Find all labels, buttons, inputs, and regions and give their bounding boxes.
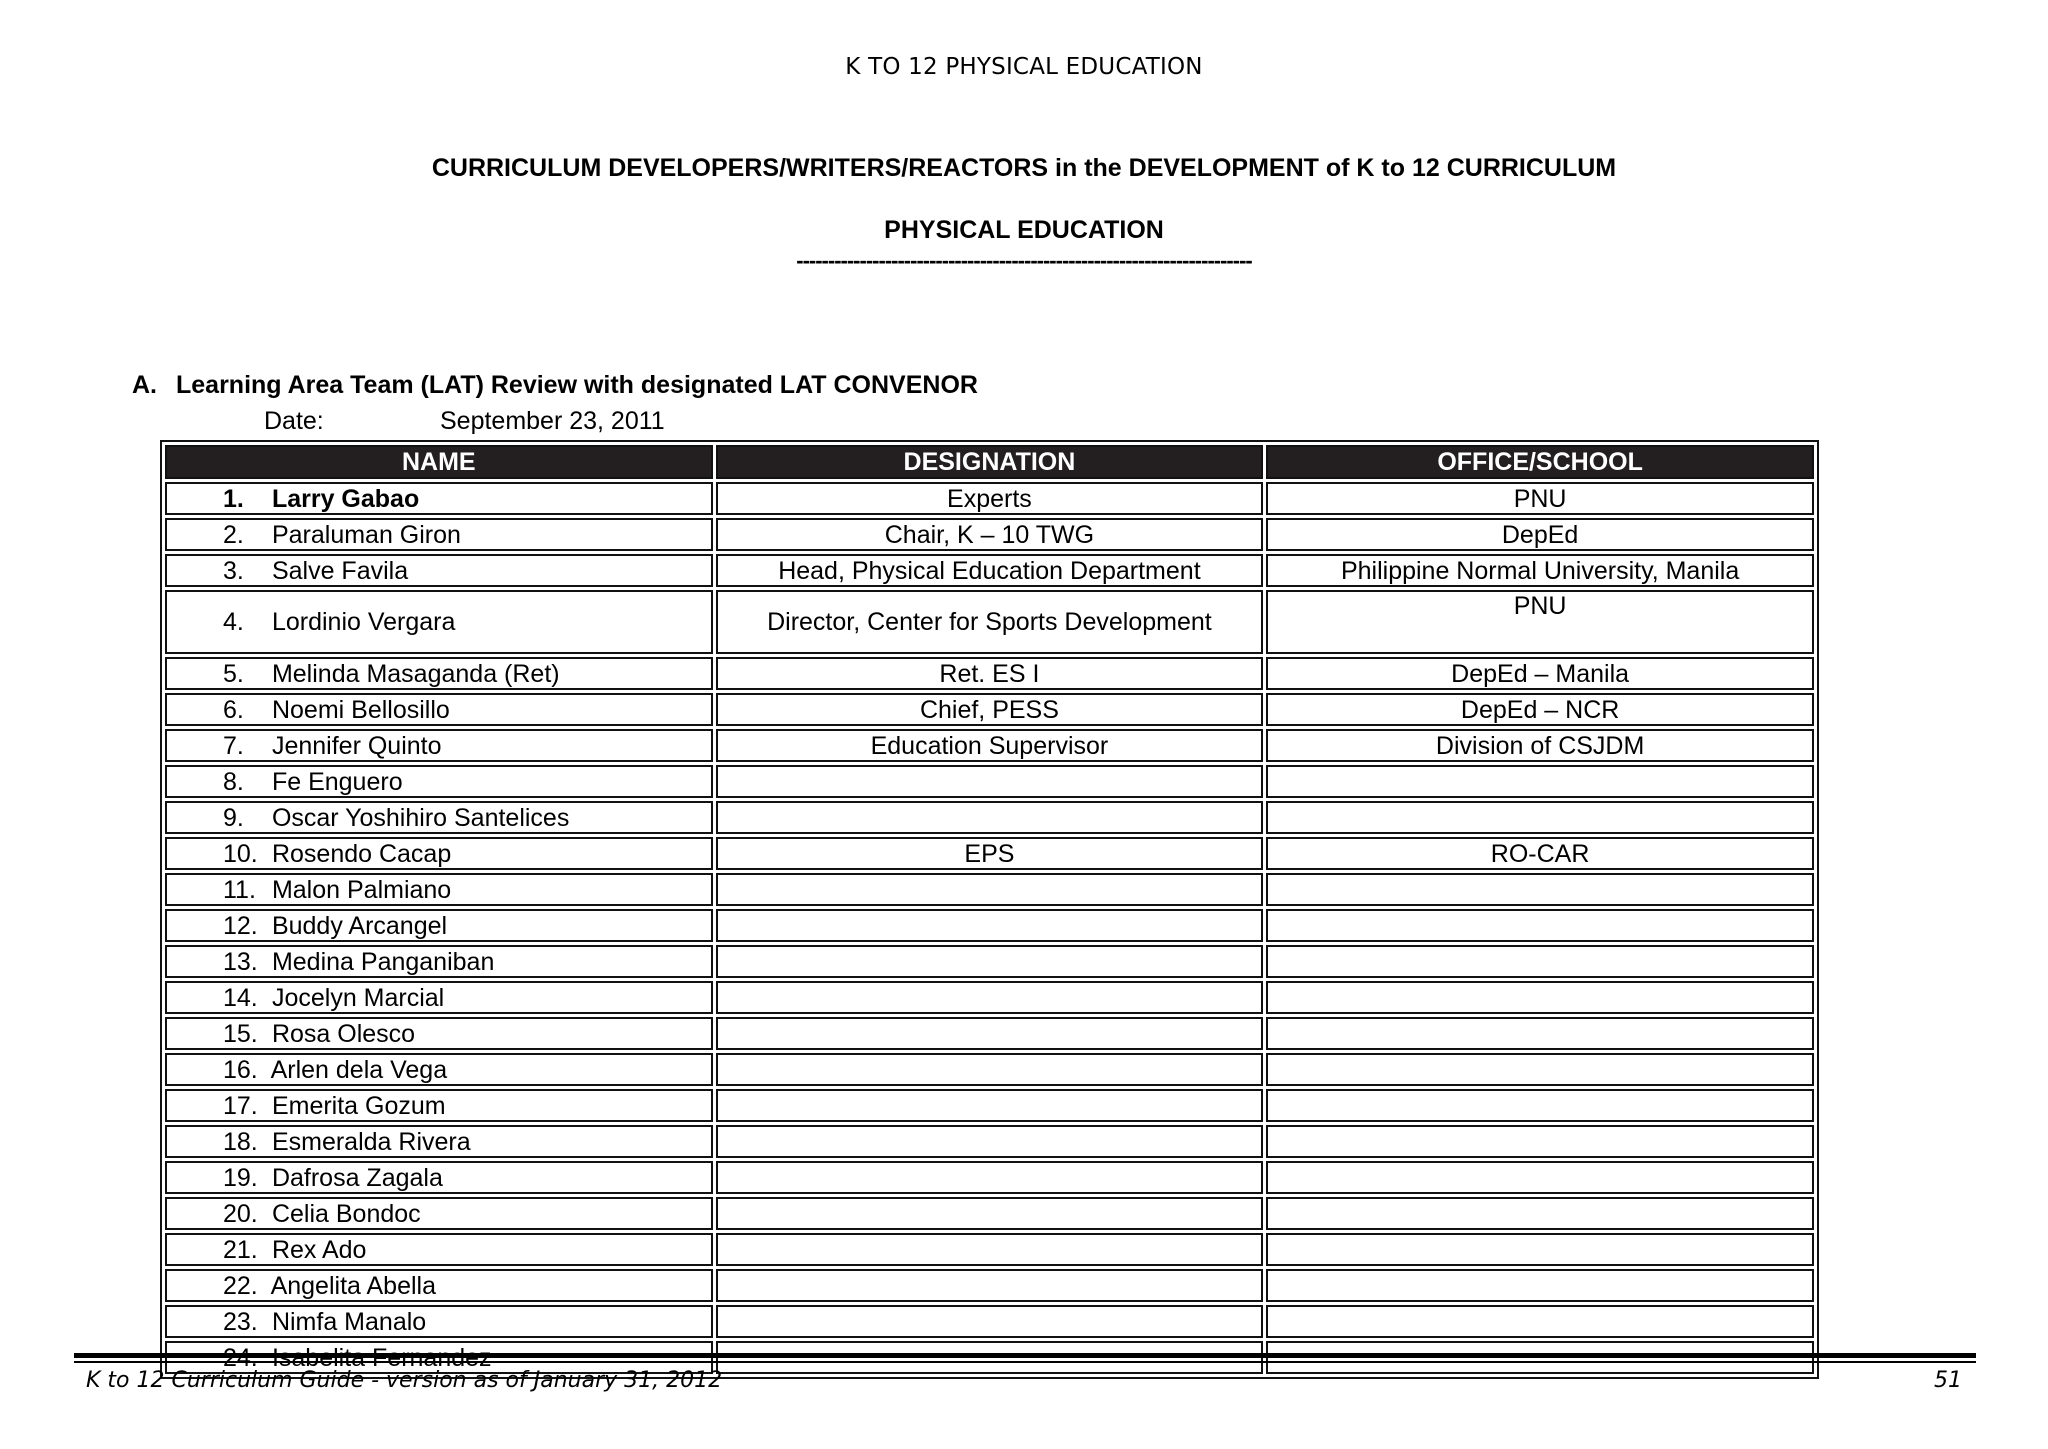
row-number: 1.: [223, 484, 244, 513]
table-row: [165, 873, 1814, 906]
table-row: [165, 945, 1814, 978]
cell-name: [165, 1305, 713, 1338]
cell-designation: [716, 1017, 1264, 1050]
cell-office: [1266, 1125, 1814, 1158]
member-name: Celia Bondoc: [271, 1199, 421, 1228]
member-name: Jocelyn Marcial: [271, 983, 445, 1012]
cell-name: [165, 1233, 713, 1266]
column-header-designation: DESIGNATION: [716, 445, 1264, 479]
cell-designation: [716, 1305, 1264, 1338]
member-name: Dafrosa Zagala: [271, 1163, 443, 1192]
developers-table: [160, 440, 1819, 1379]
cell-name: [165, 873, 713, 906]
footer-rule: [74, 1353, 1976, 1363]
cell-designation: [716, 801, 1264, 834]
table-row: [165, 981, 1814, 1014]
row-number: 21.: [223, 1235, 258, 1264]
cell-office: [1266, 873, 1814, 906]
cell-name: [165, 1269, 713, 1302]
table-row: [165, 1305, 1814, 1338]
cell-name: [165, 1125, 713, 1158]
table-row: [165, 1161, 1814, 1194]
member-name: Paraluman Giron: [271, 520, 461, 549]
cell-office: [1266, 1089, 1814, 1122]
table-row: [165, 1197, 1814, 1230]
cell-name: [165, 518, 713, 551]
document-subtitle: PHYSICAL EDUCATION: [884, 216, 1164, 244]
member-name: Nimfa Manalo: [271, 1307, 427, 1336]
table-row: [165, 657, 1814, 690]
cell-name: [165, 909, 713, 942]
row-number: 4.: [223, 608, 244, 636]
cell-name: [165, 657, 713, 690]
cell-designation: Director, Center for Sports Development: [716, 590, 1264, 654]
cell-designation: Ret. ES I: [716, 657, 1264, 690]
cell-office: [1266, 945, 1814, 978]
table-row: [165, 518, 1814, 551]
cell-office: RO-CAR: [1266, 837, 1814, 870]
row-number: 3.: [223, 556, 244, 585]
row-number: 23.: [223, 1307, 258, 1336]
cell-designation: [716, 1269, 1264, 1302]
cell-office: PNU: [1266, 482, 1814, 515]
member-name: Emerita Gozum: [271, 1091, 446, 1120]
row-number: 8.: [223, 767, 244, 796]
cell-name: [165, 1053, 713, 1086]
cell-designation: [716, 1089, 1264, 1122]
document-title: CURRICULUM DEVELOPERS/WRITERS/REACTORS in the DEVELOPMENT of K to 12 CURRICULUM: [431, 154, 1617, 182]
table-row: [165, 837, 1814, 870]
cell-name: [165, 1161, 713, 1194]
row-number: 12.: [223, 911, 258, 940]
cell-designation: [716, 1125, 1264, 1158]
table-row: [165, 909, 1814, 942]
cell-name: [165, 482, 713, 515]
table-row: [165, 482, 1814, 515]
member-name: Fe Enguero: [271, 767, 403, 796]
cell-name: [165, 554, 713, 587]
cell-office: [1266, 1269, 1814, 1302]
member-name: Lordinio Vergara: [271, 608, 456, 636]
review-date: [264, 407, 665, 436]
cell-office: DepEd – NCR: [1266, 693, 1814, 726]
cell-name: [165, 801, 713, 834]
row-number: 14.: [223, 983, 258, 1012]
section-marker: A.: [132, 371, 157, 399]
cell-name: [165, 1197, 713, 1230]
cell-office: DepEd – Manila: [1266, 657, 1814, 690]
table-row: [165, 554, 1814, 587]
row-number: 18.: [223, 1127, 258, 1156]
cell-office: [1266, 1017, 1814, 1050]
member-name: Salve Favila: [271, 556, 409, 585]
cell-designation: [716, 873, 1264, 906]
member-name: Esmeralda Rivera: [271, 1127, 471, 1156]
table-row: [165, 1125, 1814, 1158]
member-name: Oscar Yoshihiro Santelices: [271, 803, 570, 832]
footer-guide-version: K to 12 Curriculum Guide - version as of January 31, 2012: [86, 1368, 723, 1393]
member-name: Isabelita Fernandez: [271, 1343, 492, 1372]
cell-office: [1266, 765, 1814, 798]
cell-designation: Chair, K – 10 TWG: [716, 518, 1264, 551]
cell-name: [165, 945, 713, 978]
cell-name: [165, 729, 713, 762]
row-number: 16.: [223, 1055, 258, 1084]
cell-name: [165, 981, 713, 1014]
table-row: [165, 729, 1814, 762]
cell-name: [165, 590, 713, 654]
date-value: September 23, 2011: [440, 407, 665, 435]
running-header: K TO 12 PHYSICAL EDUCATION: [845, 54, 1203, 80]
member-name: Noemi Bellosillo: [271, 695, 450, 724]
table-row: [165, 693, 1814, 726]
row-number: 17.: [223, 1091, 258, 1120]
member-name: Rex Ado: [271, 1235, 367, 1264]
date-label: Date:: [264, 407, 324, 435]
member-name: Malon Palmiano: [271, 875, 452, 904]
row-number: 10.: [223, 839, 258, 868]
row-number: 6.: [223, 695, 244, 724]
row-number: 15.: [223, 1019, 258, 1048]
row-number: 22.: [223, 1271, 258, 1300]
row-number: 11.: [223, 875, 256, 904]
table-row: [165, 801, 1814, 834]
cell-office: [1266, 801, 1814, 834]
section-heading: [132, 371, 978, 400]
column-header-name: NAME: [165, 445, 713, 479]
row-number: 5.: [223, 659, 244, 688]
cell-designation: [716, 765, 1264, 798]
cell-designation: [716, 945, 1264, 978]
section-heading-text: Learning Area Team (LAT) Review with designated LAT CONVENOR: [176, 371, 978, 399]
cell-designation: [716, 1197, 1264, 1230]
cell-name: [165, 837, 713, 870]
row-number: 7.: [223, 731, 244, 760]
table-row: [165, 1269, 1814, 1302]
table-body: [165, 482, 1814, 1374]
cell-name: [165, 1089, 713, 1122]
cell-designation: [716, 1053, 1264, 1086]
row-number: 19.: [223, 1163, 258, 1192]
table-row: [165, 1053, 1814, 1086]
cell-office: [1266, 1161, 1814, 1194]
cell-name: [165, 693, 713, 726]
member-name: Medina Panganiban: [271, 947, 495, 976]
cell-office: Division of CSJDM: [1266, 729, 1814, 762]
cell-designation: [716, 1161, 1264, 1194]
row-number: 20.: [223, 1199, 258, 1228]
cell-designation: Experts: [716, 482, 1264, 515]
cell-designation: [716, 981, 1264, 1014]
column-header-office: OFFICE/SCHOOL: [1266, 445, 1814, 479]
member-name: Rosa Olesco: [271, 1019, 416, 1048]
cell-office: [1266, 1233, 1814, 1266]
table-row: [165, 765, 1814, 798]
cell-office: [1266, 1053, 1814, 1086]
cell-designation: Education Supervisor: [716, 729, 1264, 762]
member-name: Buddy Arcangel: [271, 911, 448, 940]
cell-office: [1266, 981, 1814, 1014]
member-name: Larry Gabao: [271, 484, 420, 513]
table-header-row: [165, 445, 1814, 479]
cell-designation: Head, Physical Education Department: [716, 554, 1264, 587]
row-number: 9.: [223, 803, 244, 832]
member-name: Rosendo Cacap: [271, 839, 452, 868]
cell-name: [165, 1017, 713, 1050]
cell-office: DepEd: [1266, 518, 1814, 551]
cell-office: [1266, 1305, 1814, 1338]
row-number: 2.: [223, 520, 244, 549]
cell-designation: EPS: [716, 837, 1264, 870]
member-name: Arlen dela Vega: [270, 1055, 448, 1084]
cell-name: [165, 765, 713, 798]
row-number: 24.: [223, 1343, 258, 1372]
member-name: Melinda Masaganda (Ret): [271, 659, 560, 688]
table-row: [165, 1233, 1814, 1266]
cell-office: Philippine Normal University, Manila: [1266, 554, 1814, 587]
cell-designation: [716, 909, 1264, 942]
member-name: Angelita Abella: [270, 1271, 436, 1300]
cell-office: [1266, 909, 1814, 942]
table-row: [165, 590, 1814, 654]
cell-designation: Chief, PESS: [716, 693, 1264, 726]
dashed-separator: ------------------------------------------------------------------------: [796, 248, 1252, 273]
table-row: [165, 1017, 1814, 1050]
cell-designation: [716, 1233, 1264, 1266]
page-number: 51: [1934, 1368, 1962, 1393]
cell-office: PNU: [1266, 590, 1814, 654]
row-number: 13.: [223, 947, 258, 976]
cell-office: [1266, 1197, 1814, 1230]
member-name: Jennifer Quinto: [271, 731, 442, 760]
table-row: [165, 1089, 1814, 1122]
